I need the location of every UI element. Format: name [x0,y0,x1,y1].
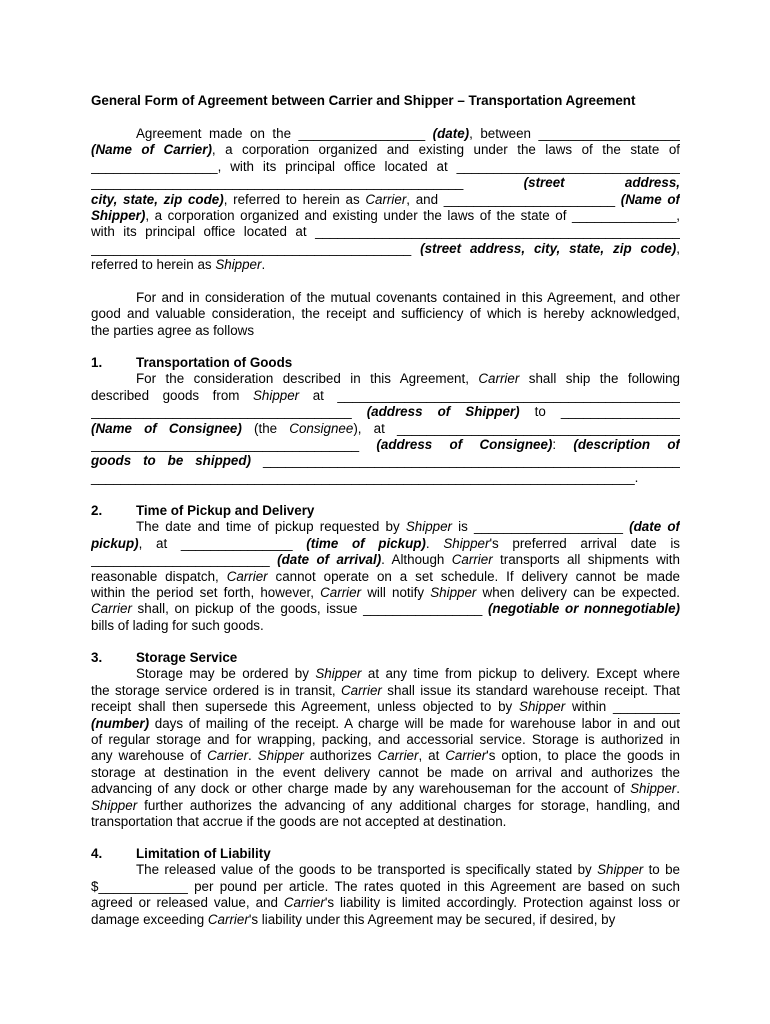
section-body-text: Shipper [443,535,490,551]
section-body-text: Carrier [451,552,493,568]
section-body-text: 's liability is limited accordingly. Protection against loss or [324,895,680,911]
section-body-text: ____________________________________ [91,436,377,452]
preamble-text: ___________________________________________ [91,240,421,256]
document-title: General Form of Agreement between Carrier and Shipper – Transportation Agreement [91,93,636,108]
section-body-text: ________________________ [91,552,278,568]
section-number: 4. [91,846,103,861]
section-body-line [91,683,680,699]
section-body-line [91,601,680,617]
section-body-text: (date of arrival) [277,552,382,568]
section-body-text: Carrier [377,748,419,764]
section-body-text: Shipper [630,781,677,797]
section-heading-text: Transportation of Goods [136,355,293,370]
section-body-text: agreed or released value, and [91,895,284,911]
preamble-line [91,257,680,273]
preamble-text: , [676,240,680,256]
section-body-text: . [248,748,258,764]
section-body-text: Storage may be ordered by [136,666,316,682]
section-body-line [91,536,680,552]
section-body-text: 's preferred arrival date is [489,535,680,551]
section-body-text: to ________________ [519,404,680,420]
section-body-text: (the [241,420,290,436]
section-body-text: to be [643,862,680,878]
section-body-text: Carrier [340,682,382,698]
section-body-line [91,519,680,535]
section-limitation-of-liability [91,846,680,928]
section-body-text: at any time from pickup to delivery. Except where [361,666,680,682]
section-body [91,862,680,928]
section-body-text: Carrier [283,895,325,911]
section-body-line [91,912,680,928]
preamble-paragraph [91,126,680,274]
preamble-text: (Name of [620,191,680,207]
section-body-text: goods to be shipped) [91,453,252,469]
section-body-text: shall ship the following [519,371,680,387]
section-body-text: of regular storage and for wrapping, packing, and accessorial service. Storage is authorized in [91,731,680,747]
section-body-text: (date of [629,519,680,535]
section-body-text: . Although [381,552,452,568]
section-body-line [91,371,680,387]
section-body-text: The date and time of pickup requested by [136,519,406,535]
section-body-text: pickup) [91,535,139,551]
section-transportation-of-goods [91,355,680,486]
section-body-text: (time of pickup) [306,535,426,551]
section-body-text: Shipper [405,519,452,535]
section-body-text: $____________ per pound per article. The rates quoted in this Agreement are based on such [91,878,680,894]
section-body-text: authorizes [303,748,378,764]
consideration-line [91,323,680,339]
consideration-paragraph [91,290,680,339]
section-body-text: is ____________________ [452,519,630,535]
consideration-line [91,290,680,306]
consideration-text: the parties agree as follows [91,322,255,338]
section-body-text: Carrier [320,584,362,600]
preamble-text: Shipper) [91,207,146,223]
preamble-text: . [261,257,266,273]
section-body-text: (Name of Consignee) [91,420,242,436]
section-body-text: damage exceeding [91,911,208,927]
section-body-text: Shipper [519,699,566,715]
preamble-text: with its principal office located at _________________________________________________ [91,224,680,240]
section-body-text: Carrier [478,371,520,387]
section-heading [91,503,680,519]
section-body-text: storage at destination in the event delivery cannot be made on arrival and authorizes the [91,764,680,780]
section-time-of-pickup-and-delivery [91,503,680,634]
section-body-line [91,453,680,469]
preamble-text: , and _______________________ [406,191,621,207]
preamble-line [91,224,680,240]
preamble-text: (street address, city, state, zip code) [420,240,677,256]
section-body-line [91,798,680,814]
section-body-text: within _________ [565,699,680,715]
section-body-text: . [425,535,444,551]
section-body-line [91,748,680,764]
section-body-text: Shipper [91,797,138,813]
section-body-text: ___________________________________ [91,404,367,420]
section-body-line [91,781,680,797]
section-body-text: will notify [361,584,431,600]
section-body-text: (number) [91,715,150,731]
section-body-text: days of mailing of the receipt. A charge will be made for warehouse labor in and out [149,715,680,731]
section-body-text: : [552,436,574,452]
preamble-text: (street address, [523,175,680,191]
section-body-text: (description of [573,436,680,452]
preamble-text: Carrier [365,191,407,207]
section-body-text: Shipper [257,748,304,764]
section-body-text: Carrier [207,748,249,764]
consideration-text: For and in consideration of the mutual covenants contained in this Agreement, and other [136,290,680,305]
section-heading [91,355,680,371]
section-body-text: Carrier [445,748,487,764]
section-body-line [91,618,680,634]
section-body-text: ), at ______________________________________ [353,420,680,436]
section-body-text: 's option, to place the goods in [486,748,680,764]
section-body-text: receipt shall then supersede this Agreement, unless objected to by [91,699,520,715]
section-body-text: cannot operate on a set schedule. If delivery cannot be made [267,568,680,584]
section-body-text: Carrier [207,911,249,927]
preamble-text: , referred to herein as [223,191,366,207]
section-body-text: _________________________________________________________________________. [91,469,639,485]
section-body-text: Shipper [252,387,300,403]
preamble-text: (date) [432,126,470,141]
section-body-text: The released value of the goods to be transported is specifically stated by [136,862,598,878]
consideration-line [91,306,680,322]
section-body-text: (negotiable or nonnegotiable) [487,601,680,617]
section-body-text: Shipper [597,862,644,878]
section-body-line [91,552,680,568]
section-body [91,519,680,634]
section-body-line [91,569,680,585]
section-body-line [91,862,680,878]
section-body-text: transports all shipments with [492,552,680,568]
section-heading [91,650,680,666]
section-body-line [91,895,680,911]
section-body-text: further authorizes the advancing of any additional charges for storage, handling, and [137,797,680,813]
section-body-text: any warehouse of [91,748,208,764]
section-body-text: , at [418,748,446,764]
preamble-text: _________________, with its principal office located at ______________________________ [91,158,680,174]
section-body-text: shall, on pickup of the goods, issue ________________ [131,601,488,617]
section-body-text: ________________________________________________________ [251,453,680,469]
section-body-text: 's liability under this Agreement may be secured, if desired, by [248,911,616,927]
section-body-text: advancing of any dock or other charge made by any warehouseman for the account of [91,781,631,797]
preamble-text: , a corporation organized and existing under the laws of the state of ______________, [145,207,680,223]
section-body-text: within the period set forth, however, [91,584,321,600]
section-body-text: For the consideration described in this Agreement, [136,371,479,387]
section-storage-service [91,650,680,830]
section-body-text: Shipper [430,584,477,600]
section-body-text: (address of Consignee) [376,436,553,452]
preamble-text: city, state, zip code) [91,191,224,207]
section-body-text: when delivery can be expected. [476,584,680,600]
section-body [91,371,680,486]
preamble-line [91,192,680,208]
preamble-text: Agreement made on the _________________ [136,126,433,141]
section-body [91,666,680,830]
preamble-line [91,241,680,257]
section-body-line [91,716,680,732]
section-body-line [91,879,680,895]
section-body-line [91,732,680,748]
consideration-text: good and valuable consideration, the receipt and sufficiency of which is hereby acknowledged, [91,306,680,322]
section-body-text: Consignee [289,420,354,436]
section-body-line [91,404,680,420]
section-heading-text: Time of Pickup and Delivery [136,503,315,518]
section-body-text: . [676,781,680,797]
preamble-text: (Name of Carrier) [91,142,212,158]
preamble-line [91,142,680,158]
section-body-line [91,421,680,437]
section-body-line [91,388,680,404]
section-body-text: at ______________________________________________ [299,387,680,403]
preamble-text: , between ___________________ [469,126,680,141]
preamble-text: referred to herein as [91,257,216,273]
section-body-text: (address of Shipper) [366,404,520,420]
section-body-text: the storage service ordered is in transit, [91,682,341,698]
section-heading-text: Storage Service [136,650,238,665]
section-body-line [91,470,680,486]
section-body-line [91,437,680,453]
section-body-text: , at _______________ [138,535,307,551]
preamble-line [91,159,680,175]
section-number: 3. [91,650,103,665]
section-heading-text: Limitation of Liability [136,846,271,861]
preamble-line [91,208,680,224]
section-body-text: described goods from [91,387,253,403]
section-body-line [91,699,680,715]
section-body-line [91,666,680,682]
section-body-text: reasonable dispatch, [91,568,227,584]
section-body-text: transportation that accrue if the goods are not accepted at destination. [91,813,507,829]
section-body-line [91,585,680,601]
section-body-text: bills of lading for such goods. [91,617,264,633]
preamble-text: Shipper [215,257,262,273]
section-number: 2. [91,503,103,518]
section-heading [91,846,680,862]
section-body-text: shall issue its standard warehouse receipt. That [381,682,680,698]
section-body-text: Carrier [226,568,268,584]
section-body-text: Shipper [315,666,362,682]
section-number: 1. [91,355,103,370]
preamble-text: , a corporation organized and existing under the laws of the state of [211,142,680,158]
section-body-line [91,814,680,830]
section-body-line [91,765,680,781]
section-body-text: Carrier [91,601,132,617]
preamble-line [91,175,680,191]
preamble-text: __________________________________________________ [91,175,524,191]
preamble-line [91,126,680,142]
